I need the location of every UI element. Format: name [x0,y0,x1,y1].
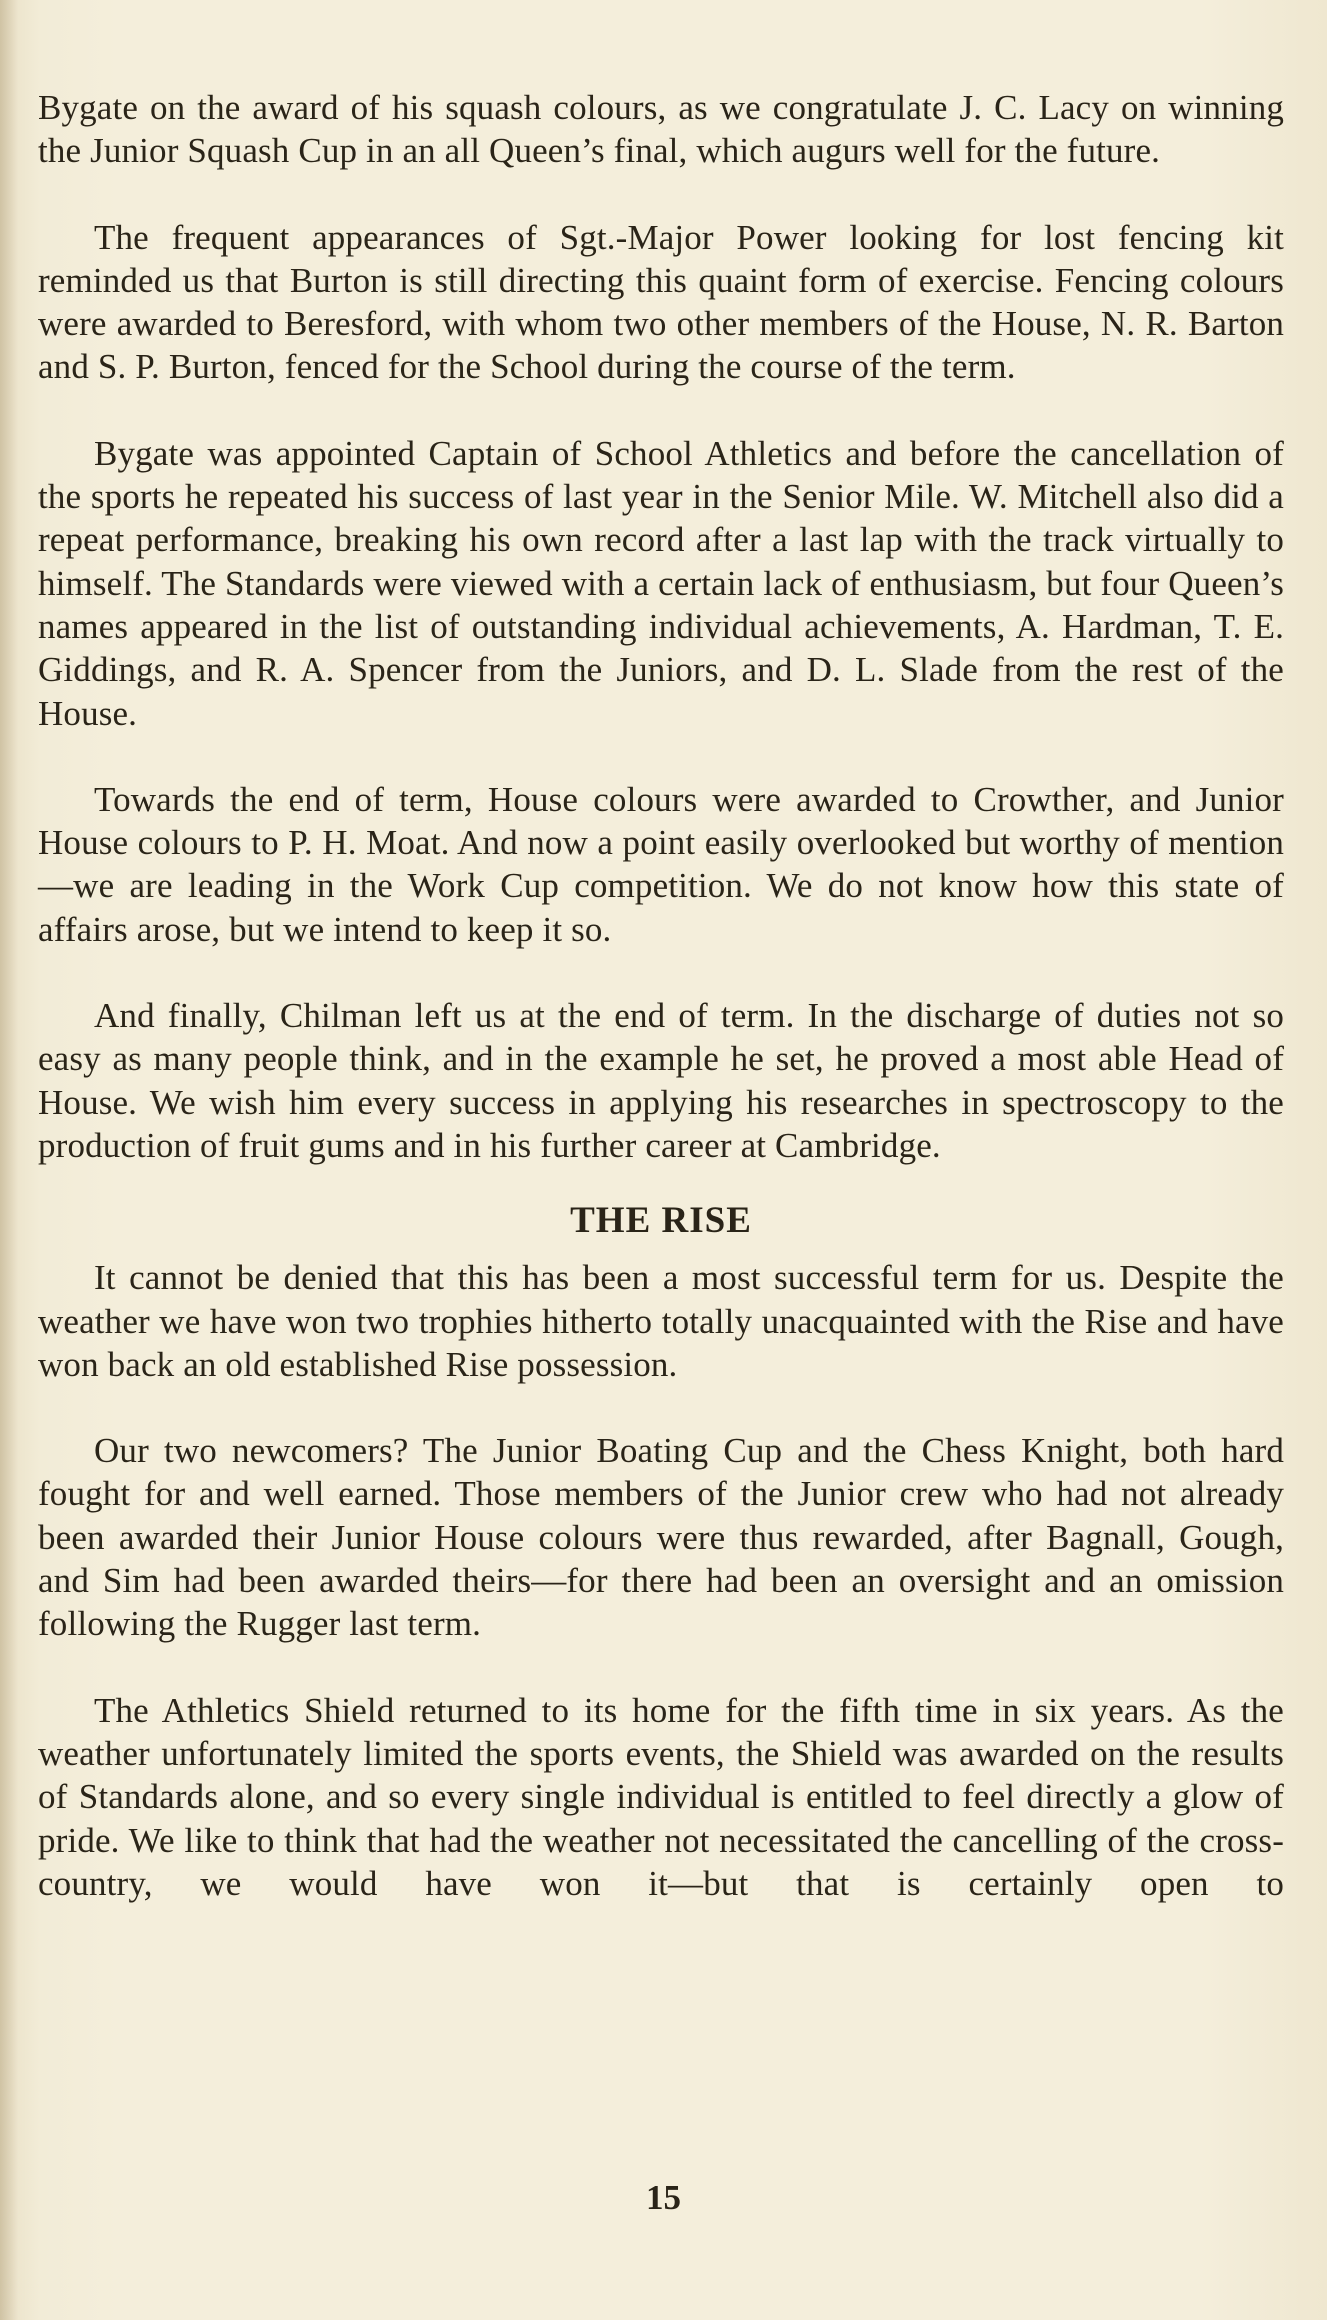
paragraph-rise-intro: It cannot be denied that this has been a most successful term for us. Despite the weather we have won two trophies hitherto totally unacquainted with the Rise and have won back an old established Rise possession. [38,1258,1284,1384]
paragraph-chilman: And finally, Chilman left us at the end of term. In the discharge of duties not so easy as many people think, and in the example he set, he proved a most able Head of House. We wish him every success in applying his researches in spectroscopy to the production of fruit gums and in his further career at Cambridge. [38,996,1284,1165]
paragraph-newcomers: Our two newcomers? The Junior Boating Cup and the Chess Knight, both hard fought for and well earned. Those members of the Junior crew who had not already been awarded their Junior House colours were thus rewarded, after Bagnall, Gough, and Sim had been awarded theirs—for there had been an oversight and an omission following the Rugger last term. [38,1431,1284,1644]
page-number: 15 [646,2178,681,2217]
page-content [38,86,1284,1948]
paragraph-colours: Towards the end of term, House colours were awarded to Crowther, and Junior House colours to P. H. Moat. And now a point easily overlooked but worthy of mention—we are leading in the Work Cup competition. We do not know how this state of affairs arose, but we intend to keep it so. [38,779,1284,949]
paragraph-athletics: Bygate was appointed Captain of School Athletics and before the cancellation of the sports he repeated his success of last year in the Senior Mile. W. Mitchell also did a repeat performance, breaking his own record after a last lap with the track virtually to himself. The Standards were viewed with a certain lack of enthusiasm, but four Queen’s names appeared in the list of outstanding individual achievements, A. Hardman, T. E. Giddings, and R. A. Spencer from the Juniors, and D. L. Slade from the rest of the House. [38,433,1284,733]
paragraph-fencing: The frequent appearances of Sgt.-Major Power looking for lost fencing kit reminded us that Burton is still directing this quaint form of exercise. Fencing colours were awarded to Beresford, with whom two other members of the House, N. R. Barton and S. P. Burton, fenced for the School during the course of the term. [38,217,1284,387]
paragraph-shield: The Athletics Shield returned to its home for the fifth time in six years. As the weather unfortunately limited the sports events, the Shield was awarded on the results of Standards alone, and so every single individual is entitled to feel directly a glow of pride. We like to think that had the weather not necessitated the cancelling of the cross-country, we would have won it—but that is certainly open to [38,1690,1284,1903]
spine-shadow [0,0,18,2320]
paragraph-squash: Bygate on the award of his squash colours, as we congratulate J. C. Lacy on winning the Junior Squash Cup in an all Queen’s final, which augurs well for the future. [38,88,1284,171]
section-heading: THE RISE [570,1200,752,1242]
